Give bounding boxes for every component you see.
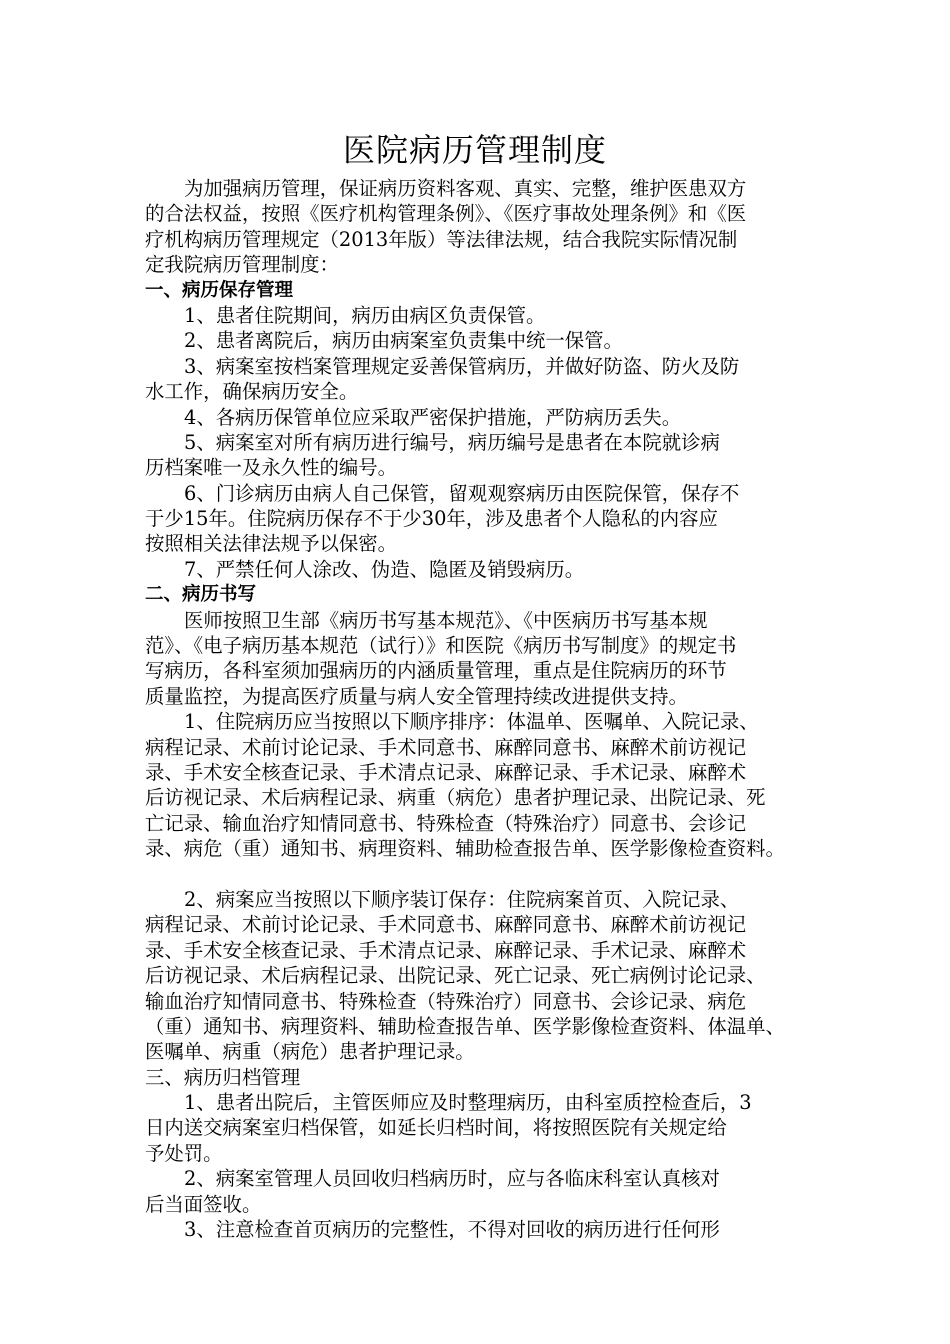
paragraph-line: 水工作，确保病历安全。	[145, 380, 359, 404]
paragraph-line: 于少15年。住院病历保存不于少30年，涉及患者个人隐私的内容应	[145, 507, 718, 531]
paragraph-line: 为加强病历管理，保证病历资料客观、真实、完整，维护医患双方	[184, 177, 747, 200]
paragraph-line: 按照相关法律法规予以保密。	[145, 532, 398, 556]
paragraph-line: 病程记录、术前讨论记录、手术同意书、麻醉同意书、麻醉术前访视记	[145, 913, 747, 937]
paragraph-line: 医师按照卫生部《病历书写基本规范》、《中医病历书写基本规	[184, 608, 708, 632]
paragraph-line: 录、病危（重）通知书、病理资料、辅助检查报告单、医学影像检查资料。	[145, 837, 785, 861]
paragraph-line: 历档案唯一及永久性的编号。	[145, 456, 398, 480]
paragraph-line: 输血治疗知情同意书、特殊检查（特殊治疗）同意书、会诊记录、病危	[145, 989, 747, 1013]
paragraph-line: 3、注意检查首页病历的完整性，不得对回收的病历进行任何形	[184, 1218, 720, 1242]
paragraph-line: 质量监控，为提高医疗质量与病人安全管理持续改进提供支持。	[145, 684, 688, 708]
paragraph-line: （重）通知书、病理资料、辅助检查报告单、医学影像检查资料、体温单、	[145, 1014, 785, 1038]
document-title: 医院病历管理制度	[342, 131, 607, 169]
paragraph-line: 7、严禁任何人涂改、伪造、隐匿及销毁病历。	[184, 557, 585, 581]
paragraph-line: 2、病案室管理人员回收归档病历时，应与各临床科室认真核对	[184, 1167, 720, 1191]
paragraph-line: 的合法权益，按照《医疗机构管理条例》、《医疗事故处理条例》和《医	[145, 202, 747, 226]
paragraph-line: 2、病案应当按照以下顺序装订保存：住院病案首页、入院记录、	[184, 887, 740, 911]
paragraph-line: 1、住院病历应当按照以下顺序排序：体温单、医嘱单、入院记录、	[184, 710, 759, 734]
paragraph-line: 6、门诊病历由病人自己保管，留观观察病历由医院保管，保存不	[184, 481, 740, 505]
paragraph-line: 病程记录、术前讨论记录、手术同意书、麻醉同意书、麻醉术前访视记	[145, 735, 747, 759]
paragraph-line: 范》、《电子病历基本规范（试行）》和医院《病历书写制度》的规定书	[145, 634, 737, 658]
paragraph-line: 后当面签收。	[145, 1192, 262, 1216]
paragraph-line: 1、患者住院期间，病历由病区负责保管。	[184, 303, 546, 327]
section-heading: 二、病历书写	[145, 584, 257, 606]
paragraph-line: 写病历，各科室须加强病历的内涵质量管理，重点是住院病历的环节	[145, 659, 727, 683]
paragraph-line: 定我院病历管理制度：	[145, 253, 339, 277]
paragraph-line: 4、各病历保管单位应采取严密保护措施，严防病历丢失。	[184, 405, 682, 429]
paragraph-line: 医嘱单、病重（病危）患者护理记录。	[145, 1040, 475, 1064]
paragraph-line: 亡记录、输血治疗知情同意书、特殊检查（特殊治疗）同意书、会诊记	[145, 811, 747, 835]
paragraph-line: 2、患者离院后，病历由病案室负责集中统一保管。	[184, 329, 623, 353]
blank-line	[145, 862, 825, 887]
paragraph-line: 录、手术安全核查记录、手术清点记录、麻醉记录、手术记录、麻醉术	[145, 760, 747, 784]
section-heading: 三、病历归档管理	[145, 1065, 301, 1089]
paragraph-line: 予处罚。	[145, 1141, 223, 1165]
paragraph-line: 后访视记录、术后病程记录、出院记录、死亡记录、死亡病例讨论记录、	[145, 964, 766, 988]
paragraph-line: 5、病案室对所有病历进行编号，病历编号是患者在本院就诊病	[184, 430, 720, 454]
paragraph-line: 录、手术安全核查记录、手术清点记录、麻醉记录、手术记录、麻醉术	[145, 938, 747, 962]
paragraph-line: 1、患者出院后，主管医师应及时整理病历，由科室质控检查后，3	[184, 1091, 752, 1115]
paragraph-line: 日内送交病案室归档保管，如延长归档时间，将按照医院有关规定给	[145, 1116, 727, 1140]
paragraph-line: 疗机构病历管理规定（2013年版）等法律法规，结合我院实际情况制	[145, 227, 738, 251]
document-body	[145, 176, 825, 1242]
paragraph-line: 后访视记录、术后病程记录、病重（病危）患者护理记录、出院记录、死	[145, 786, 766, 810]
paragraph-line: 3、病案室按档案管理规定妥善保管病历，并做好防盗、防火及防	[184, 354, 740, 378]
section-heading: 一、病历保存管理	[145, 279, 294, 301]
